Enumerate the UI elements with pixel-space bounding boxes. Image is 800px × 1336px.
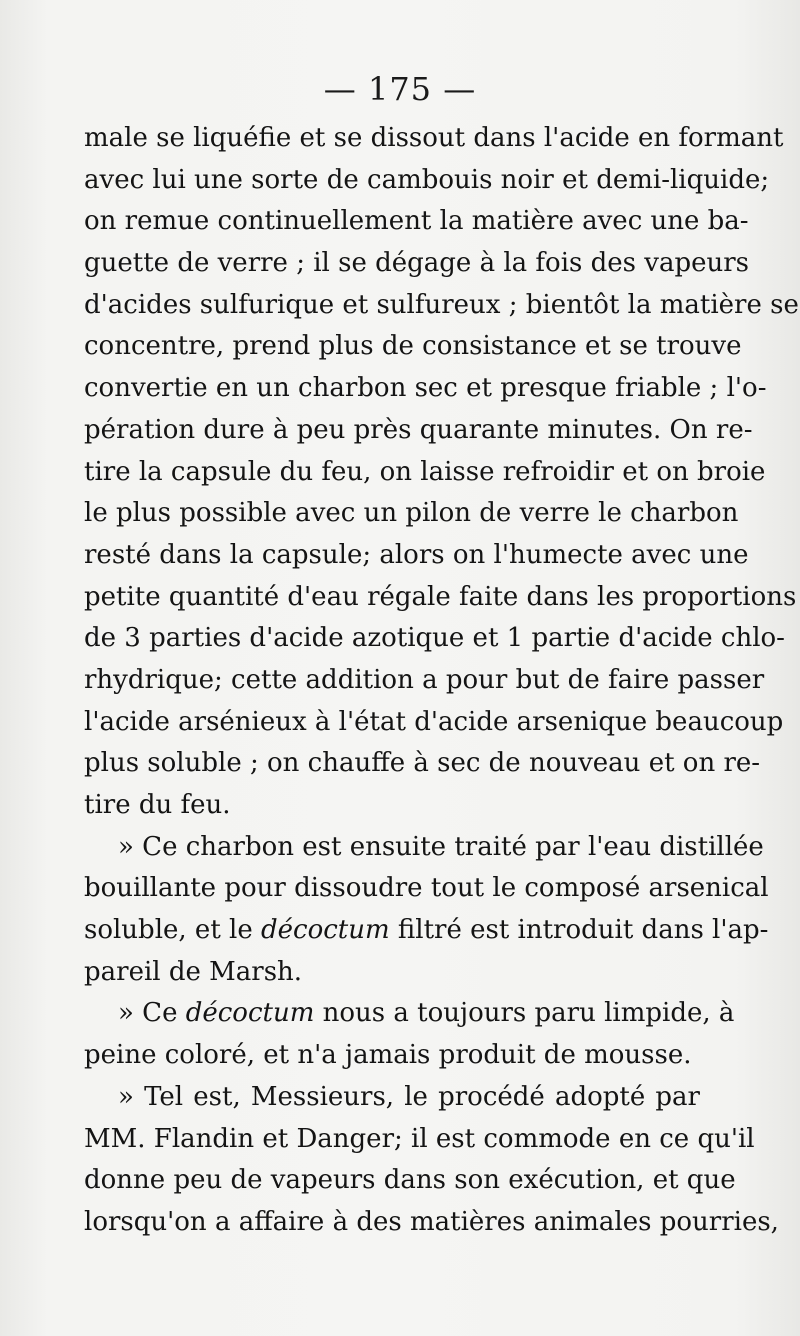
text-line: de 3 parties d'acide azotique et 1 partie d'acide chlo- bbox=[84, 623, 785, 654]
paragraph-3 bbox=[84, 993, 735, 1076]
text-line: » Tel est, Messieurs, le procédé adopté par bbox=[118, 1081, 700, 1112]
text-run: filtré est introduit dans l'ap- bbox=[389, 915, 769, 946]
text-line: guette de verre ; il se dégage à la fois des vapeurs bbox=[84, 248, 750, 279]
page-number: — 175 — bbox=[323, 70, 477, 108]
text-line: tire du feu. bbox=[84, 790, 231, 820]
text-run: nous a toujours paru limpide, à bbox=[314, 998, 735, 1029]
text-line-with-italic bbox=[84, 910, 769, 952]
text-line: plus soluble ; on chauffe à sec de nouveau et on re- bbox=[84, 748, 761, 779]
text-line: peine coloré, et n'a jamais produit de mousse. bbox=[84, 1040, 692, 1071]
paragraph-2 bbox=[84, 827, 769, 994]
text-line: MM. Flandin et Danger; il est commode en ce qu'il bbox=[84, 1123, 755, 1154]
text-line: rhydrique; cette addition a pour but de faire passer bbox=[84, 664, 765, 695]
paragraph-1 bbox=[84, 118, 799, 827]
italic-term: décoctum bbox=[261, 915, 390, 946]
text-line: male se liquéfie et se dissout dans l'acide en formant bbox=[84, 123, 784, 153]
text-line: petite quantité d'eau régale faite dans les proportions bbox=[84, 581, 797, 612]
text-line: pération dure à peu près quarante minutes. On re- bbox=[84, 414, 753, 445]
text-run: soluble, et le bbox=[84, 915, 261, 946]
text-line: donne peu de vapeurs dans son exécution, et que bbox=[84, 1165, 736, 1196]
text-line: d'acides sulfurique et sulfureux ; bientôt la matière se bbox=[84, 289, 799, 320]
text-line: avec lui une sorte de cambouis noir et demi-liquide; bbox=[84, 164, 770, 195]
text-line: lorsqu'on a affaire à des matières animales pourries, bbox=[84, 1206, 779, 1237]
text-line: pareil de Marsh. bbox=[84, 956, 303, 987]
body-text bbox=[84, 118, 799, 1244]
text-line: convertie en un charbon sec et presque friable ; l'o- bbox=[84, 373, 767, 404]
text-line: le plus possible avec un pilon de verre le charbon bbox=[84, 498, 739, 529]
text-line: bouillante pour dissoudre tout le composé arsenical bbox=[84, 873, 769, 904]
text-line: » Ce charbon est ensuite traité par l'eau distillée bbox=[118, 831, 764, 862]
text-run: » Ce bbox=[118, 998, 186, 1029]
text-line: concentre, prend plus de consistance et se trouve bbox=[84, 331, 742, 362]
text-line: tire la capsule du feu, on laisse refroidir et on broie bbox=[84, 456, 766, 487]
text-line: resté dans la capsule; alors on l'humecte avec une bbox=[84, 539, 749, 570]
text-line: on remue continuellement la matière avec une ba- bbox=[84, 206, 749, 237]
italic-term: décoctum bbox=[185, 998, 315, 1029]
text-line: l'acide arsénieux à l'état d'acide arsenique beaucoup bbox=[84, 706, 784, 737]
text-line-with-italic bbox=[84, 993, 735, 1035]
paragraph-4 bbox=[84, 1077, 779, 1244]
